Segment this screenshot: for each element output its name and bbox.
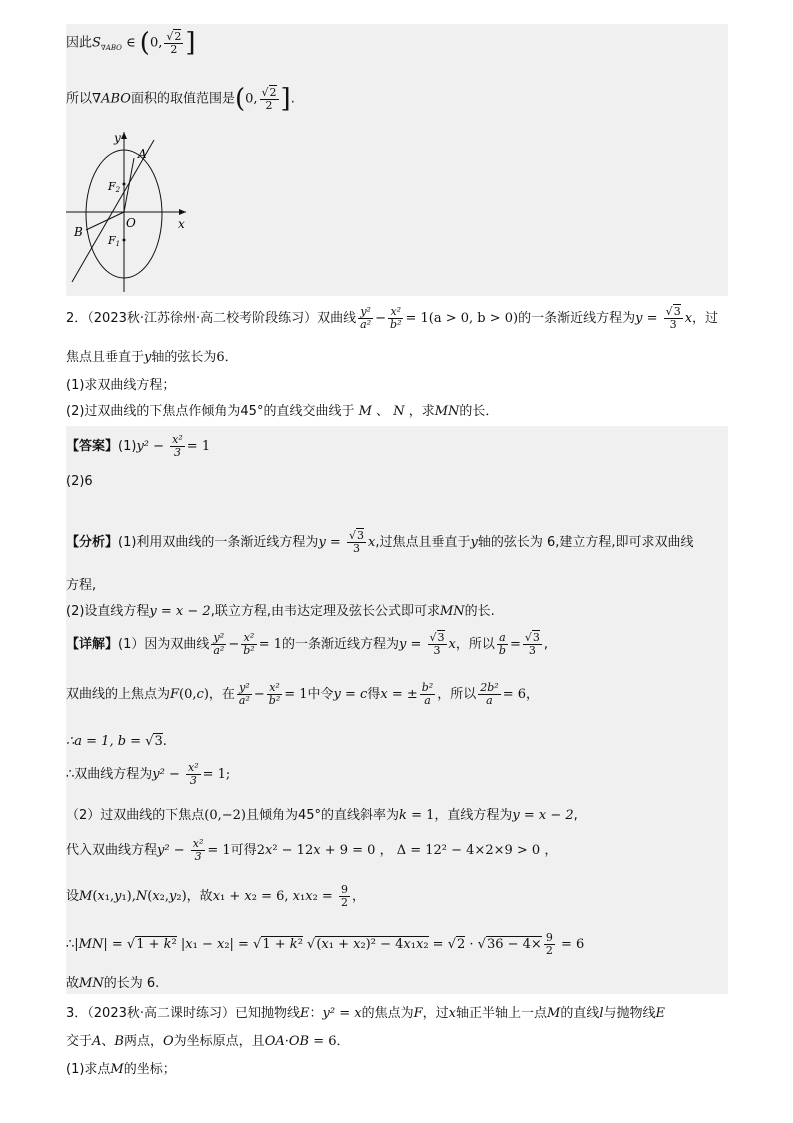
- range-line-1: 因此$S_{\nabla ABO}$ ∈ (0, $\frac{√2}{2}$ ]: [66, 28, 196, 58]
- q3-stem-line-2: 交于A、B两点，O为坐标原点，且OA·OB = 6．: [66, 1034, 350, 1049]
- detail-line-3: ∴a = 1, b = √3.: [66, 734, 167, 749]
- q3-stem-line-1: 3．（2023秋·高二课时练习）已知抛物线E：y² = x的焦点为F，过x轴正半轴上一点M的直线l与抛物线E: [66, 1006, 666, 1021]
- ellipse-figure: [66, 132, 196, 292]
- q2-stem-line-1: 2．（2023秋·江苏徐州·高二校考阶段练习）双曲线 $\frac{\text{y²}}{\text{a²}}$ − $\frac{\text{x²}}{\text{b²}}$ = 1(a > 0, b > 0)的一条渐近线方程为y = $\frac{√3}{3}$ x，过: [66, 305, 719, 331]
- detail-line-7: 设M(x₁,y₁),N(x₂,y₂)，故x₁ + x₂ = 6, x₁x₂ = $\frac{9}{2}$ ，: [66, 883, 365, 909]
- detail-line-1: 【详解】(1）因为双曲线 $\frac{\text{y²}}{\text{a²}}$ − $\frac{\text{x²}}{\text{b²}}$ = 1的一条渐近线方程为y = $\frac{√3}{3}$ x，所以 $\frac{a}{b}$ = $\frac{√3}{3}$ ,: [66, 631, 549, 657]
- q2-sub-2: (2)过双曲线的下焦点作倾角为45°的直线交曲线于 M 、 N ，求MN的长．: [66, 404, 499, 419]
- q2-sub-1: (1)求双曲线方程；: [66, 378, 176, 393]
- point-a-label: A: [138, 147, 147, 161]
- detail-line-4: ∴双曲线方程为y² − $\frac{\text{x²}}{3}$ = 1;: [66, 761, 231, 787]
- analysis-line-3: (2)设直线方程y = x − 2,联立方程,由韦达定理及弦长公式即可求MN的长.: [66, 604, 495, 619]
- focus-f2-label: F2: [108, 180, 121, 194]
- focus-f1-label: F1: [108, 234, 121, 248]
- detail-line-9: 故MN的长为 6.: [66, 976, 160, 991]
- q2-stem-line-2: 焦点且垂直于y轴的弦长为6．: [66, 350, 238, 365]
- detail-line-6: 代入双曲线方程y² − $\frac{\text{x²}}{3}$ = 1可得2x² − 12x + 9 = 0 ， Δ = 12² − 4×2×9 > 0 ，: [66, 837, 558, 863]
- answer-part-2: (2)6: [66, 474, 93, 489]
- detail-line-5: （2）过双曲线的下焦点(0,−2)且倾角为45°的直线斜率为k = 1，直线方程为y = x − 2,: [66, 808, 578, 823]
- analysis-line-2: 方程,: [66, 578, 97, 593]
- y-axis-label: y: [114, 132, 121, 145]
- detail-line-8: ∴|MN| = √1 + k² |x₁ − x₂| = √1 + k² √(x₁ + x₂)² − 4x₁x₂ = √2 · √36 − 4× $\frac{9}{2}$ = 6: [66, 931, 585, 957]
- range-line-2: 所以∇ABO面积的取值范围是(0, $\frac{√2}{2}$ ].: [66, 84, 295, 114]
- detail-line-2: 双曲线的上焦点为F(0,c)，在 $\frac{\text{y²}}{\text{a²}}$ − $\frac{\text{x²}}{\text{b²}}$ = 1中令y = c得x = ± $\frac{\text{b²}}{a}$ ，所以 $\frac{\text{2b²}}{a}$ = 6，: [66, 681, 539, 707]
- origin-label: O: [126, 216, 136, 230]
- analysis-line-1: 【分析】(1)利用双曲线的一条渐近线方程为y = $\frac{√3}{3}$ x,过焦点且垂直于y轴的弦长为 6,建立方程,即可求双曲线: [66, 529, 694, 555]
- q3-sub-1: (1)求点M的坐标；: [66, 1062, 176, 1077]
- answer-line: 【答案】(1)y² − $\frac{\text{x²}}{3}$ = 1: [66, 433, 211, 459]
- x-axis-label: x: [178, 217, 185, 231]
- point-b-label: B: [74, 225, 83, 239]
